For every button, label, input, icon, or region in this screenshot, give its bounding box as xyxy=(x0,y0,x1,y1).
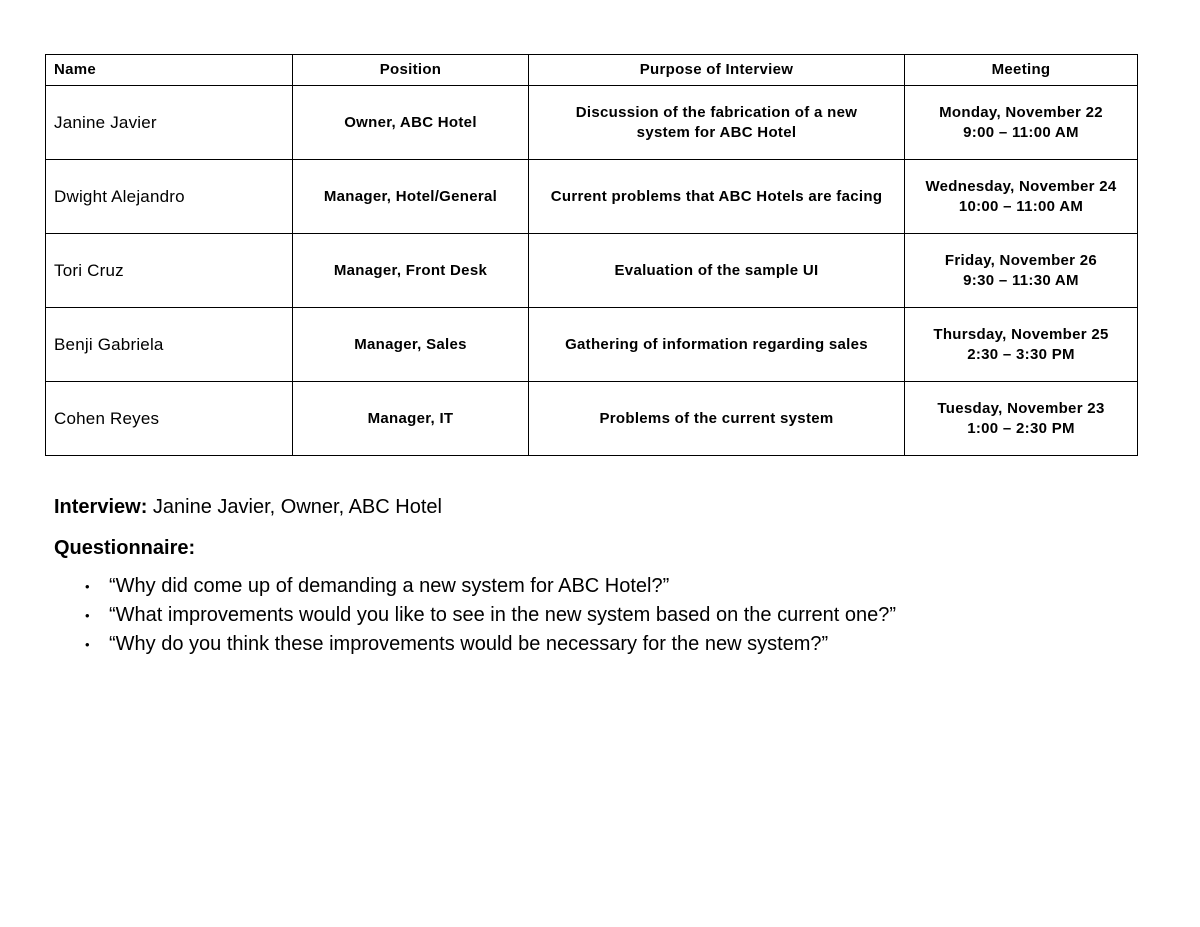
meeting-day: Monday, November 22 xyxy=(939,103,1103,121)
interview-line xyxy=(54,494,442,520)
meeting-day: Tuesday, November 23 xyxy=(937,399,1105,417)
list-item xyxy=(54,572,896,601)
list-item xyxy=(54,630,896,659)
bullet-icon: • xyxy=(85,637,90,652)
question-text: “What improvements would you like to see in the new system based on the current one?” xyxy=(109,604,897,626)
table-row xyxy=(46,160,1138,234)
questions-list xyxy=(54,572,896,659)
purpose-line: Discussion of the fabrication of a new xyxy=(575,103,858,121)
header-meeting: Meeting xyxy=(905,55,1138,86)
bullet-icon: • xyxy=(85,608,90,623)
cell-meeting xyxy=(905,234,1138,308)
table-row xyxy=(46,86,1138,160)
purpose-line: system for ABC Hotel xyxy=(636,123,797,141)
meeting-time: 9:30 – 11:30 AM xyxy=(963,271,1079,289)
cell-name: Dwight Alejandro xyxy=(46,160,293,234)
purpose-line: Evaluation of the sample UI xyxy=(614,261,819,279)
cell-meeting xyxy=(905,308,1138,382)
cell-name: Cohen Reyes xyxy=(46,382,293,456)
meeting-day: Wednesday, November 24 xyxy=(925,177,1117,195)
meeting-day: Thursday, November 25 xyxy=(933,325,1109,343)
interview-schedule-table xyxy=(45,54,1138,456)
interview-value: Janine Javier, Owner, ABC Hotel xyxy=(147,496,442,518)
meeting-time: 9:00 – 11:00 AM xyxy=(963,123,1079,141)
cell-purpose xyxy=(529,160,905,234)
table-row xyxy=(46,308,1138,382)
cell-purpose xyxy=(529,308,905,382)
cell-name: Benji Gabriela xyxy=(46,308,293,382)
list-item xyxy=(54,601,896,630)
meeting-day: Friday, November 26 xyxy=(944,251,1098,269)
bullet-icon: • xyxy=(85,579,90,594)
cell-name: Tori Cruz xyxy=(46,234,293,308)
question-text: “Why did come up of demanding a new system for ABC Hotel?” xyxy=(109,575,670,597)
questionnaire-title: Questionnaire: xyxy=(54,537,196,559)
purpose-line: Problems of the current system xyxy=(599,409,834,427)
header-name: Name xyxy=(46,55,293,86)
header-purpose: Purpose of Interview xyxy=(529,55,905,86)
cell-position: Manager, Front Desk xyxy=(293,234,529,308)
cell-name: Janine Javier xyxy=(46,86,293,160)
meeting-time: 1:00 – 2:30 PM xyxy=(967,419,1075,437)
cell-purpose xyxy=(529,382,905,456)
cell-purpose xyxy=(529,86,905,160)
cell-position: Owner, ABC Hotel xyxy=(293,86,529,160)
cell-meeting xyxy=(905,86,1138,160)
table-row xyxy=(46,382,1138,456)
interview-label: Interview: xyxy=(54,496,148,518)
table-header-row xyxy=(46,55,1138,86)
header-position: Position xyxy=(293,55,529,86)
question-text: “Why do you think these improvements would be necessary for the new system?” xyxy=(109,633,829,655)
purpose-line: Gathering of information regarding sales xyxy=(565,335,868,353)
cell-position: Manager, Hotel/General xyxy=(293,160,529,234)
meeting-time: 2:30 – 3:30 PM xyxy=(967,345,1075,363)
table-row xyxy=(46,234,1138,308)
meeting-time: 10:00 – 11:00 AM xyxy=(958,197,1084,215)
cell-position: Manager, Sales xyxy=(293,308,529,382)
purpose-line: Current problems that ABC Hotels are facing xyxy=(550,187,883,205)
cell-meeting xyxy=(905,160,1138,234)
cell-meeting xyxy=(905,382,1138,456)
cell-position: Manager, IT xyxy=(293,382,529,456)
cell-purpose xyxy=(529,234,905,308)
